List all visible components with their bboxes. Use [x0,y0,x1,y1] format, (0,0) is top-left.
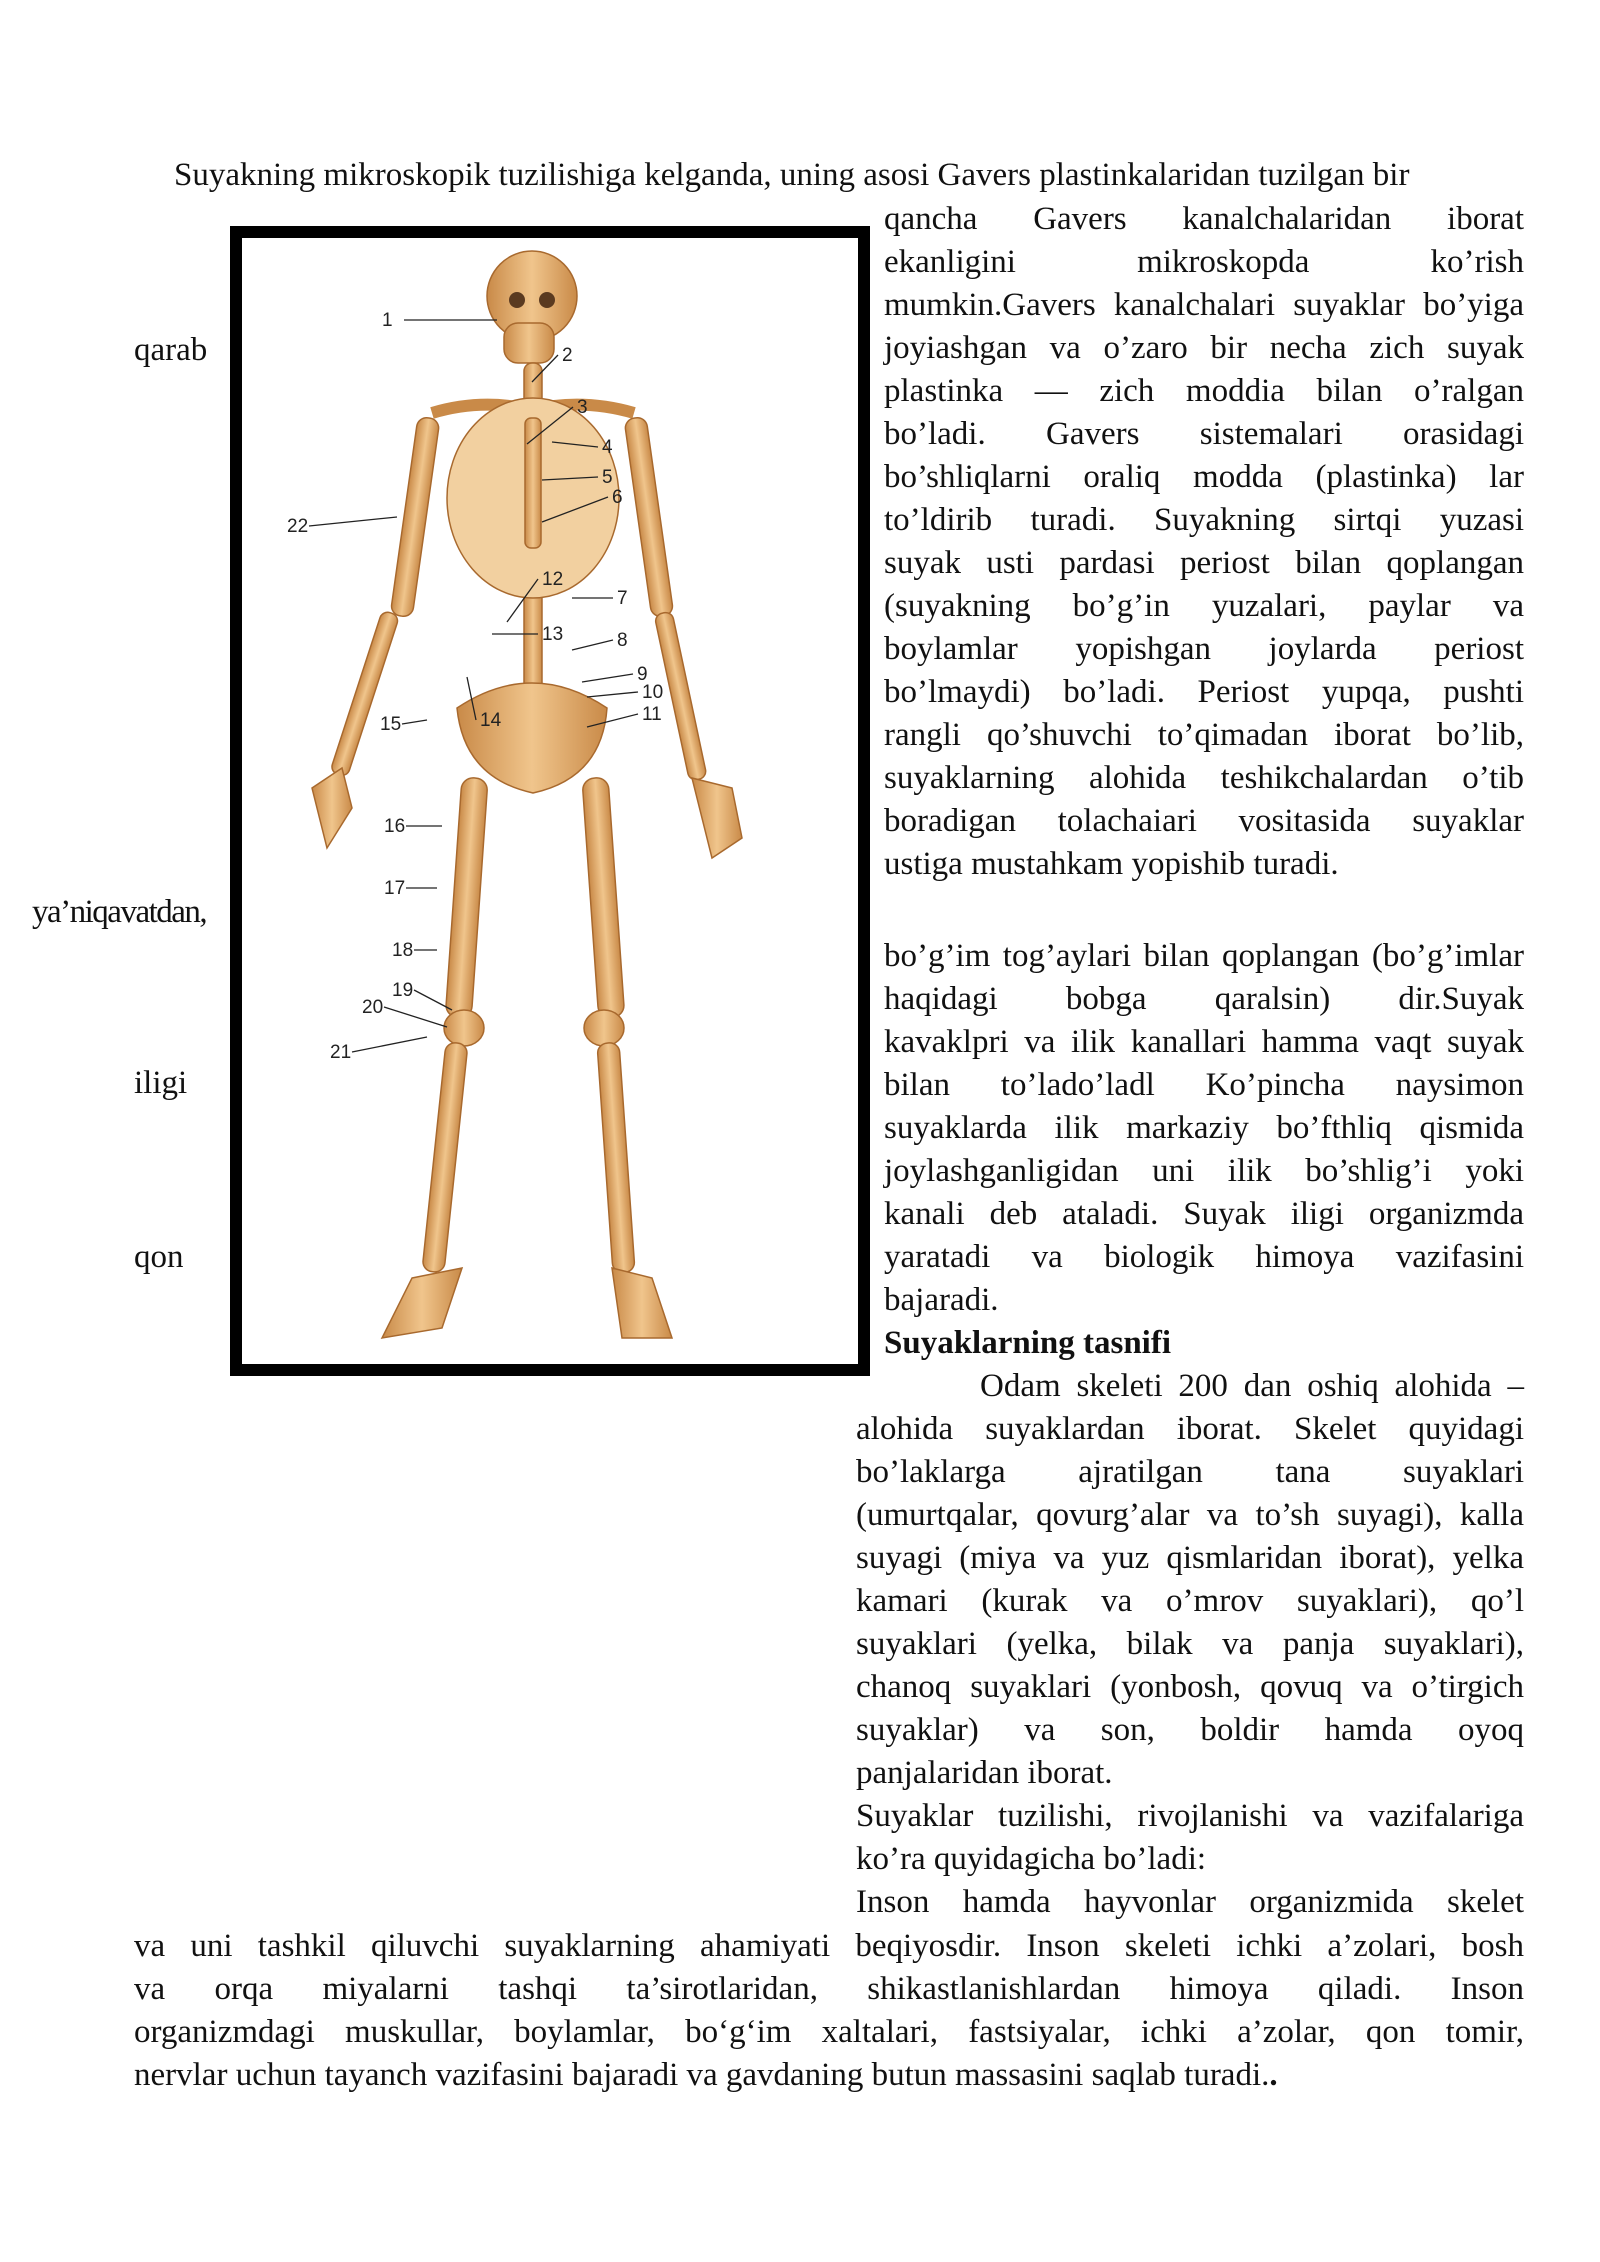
text-line: joylashganligidan uni ilik bo’shlig’i yoki [884,1153,1524,1189]
skeleton-leader-line [402,720,427,724]
skeleton-label-3: 3 [577,397,588,418]
text-line: bo’shliqlarni oraliq modda (plastinka) lar [884,459,1524,495]
fragment-yaniqavatdan: ya’niqavatdan, [32,894,207,930]
text-line: chanoq suyaklari (yonbosh, qovuq va o’tirgich [856,1669,1524,1705]
skeleton-leader-line [309,517,397,526]
text-line: ekanligini mikroskopda ko’rish [884,244,1524,280]
text-line: suyak usti pardasi periost bilan qoplangan [884,545,1524,581]
text-line: kanali deb ataladi. Suyak iligi organizmda [884,1196,1524,1232]
skeleton-label-5: 5 [602,467,613,488]
skeleton-leader-line [587,692,638,697]
text-line: plastinka — zich moddia bilan o’ralgan [884,373,1524,409]
skeleton-label-8: 8 [617,630,628,651]
text-line: suyaklari (yelka, bilak va panja suyaklari), [856,1626,1524,1662]
skeleton-label-20: 20 [362,997,384,1018]
skeleton-leader-line [384,1007,447,1027]
skeleton-label-4: 4 [602,437,613,458]
skeleton-label-18: 18 [392,940,414,961]
skeleton-label-9: 9 [637,664,648,685]
section-heading: Suyaklarning tasnifi [884,1325,1172,1361]
text-line: kamari (kurak va o’mrov suyaklari), qo’l [856,1583,1524,1619]
intro-line: Suyakning mikroskopik tuzilishiga kelganda, uning asosi Gavers plastinkalaridan tuzilgan bir [174,157,1410,193]
text-line: bo’g’im tog’aylari bilan qoplangan (bo’g’imlar [884,938,1524,974]
skeleton-illustration [242,238,858,1364]
text-line: qancha Gavers kanalchalaridan iborat [884,201,1524,237]
skeleton-label-21: 21 [330,1042,352,1063]
text-line: kavaklpri va ilik kanallari hamma vaqt suyak [884,1024,1524,1060]
text-line: bo’laklarga ajratilgan tana suyaklari [856,1454,1524,1490]
skeleton-label-11: 11 [642,704,662,725]
skeleton-label-6: 6 [612,487,623,508]
skeleton-leader-line [582,674,633,682]
text-line: organizmdagi muskullar, boylamlar, bo‘g‘im xaltalari, fastsiyalar, ichki a’zolar, qon tomir, [134,2014,1524,2050]
skeleton-label-10: 10 [642,682,664,703]
skeleton-figure [230,226,870,1376]
text-line: (umurtqalar, qovurg’alar va to’sh suyagi), kalla [856,1497,1524,1533]
text-line: va orqa miyalarni tashqi ta’sirotlaridan, shikastlanishlardan himoya qiladi. Inson [134,1971,1524,2007]
text-line: bo’ladi. Gavers sistemalari orasidagi [884,416,1524,452]
text-line: Inson hamda hayvonlar organizmida skelet [856,1884,1524,1920]
text-line: yaratadi va biologik himoya vazifasini [884,1239,1524,1275]
skeleton-label-19: 19 [392,980,414,1001]
text-line: bilan to’lado’ladl Ko’pincha naysimon [884,1067,1524,1103]
text-line: boradigan tolachaiari vositasida suyaklar [884,803,1524,839]
text-line: boylamlar yopishgan joylarda periost [884,631,1524,667]
text-line: to’ldirib turadi. Suyakning sirtqi yuzasi [884,502,1524,538]
text-line: joyiashgan va o’zaro bir necha zich suyak [884,330,1524,366]
skeleton-label-7: 7 [617,588,628,609]
skeleton-label-22: 22 [287,516,309,537]
text-line: alohida suyaklardan iborat. Skelet quyidagi [856,1411,1524,1447]
text-line: va uni tashkil qiluvchi suyaklarning ahamiyati beqiyosdir. Inson skeleti ichki a’zolari, bosh [134,1928,1524,1964]
text-line: Odam skeleti 200 dan oshiq alohida – [980,1368,1524,1404]
skeleton-label-14: 14 [480,710,502,731]
text-line: mumkin.Gavers kanalchalari suyaklar bo’yiga [884,287,1524,323]
text-line: Suyaklar tuzilishi, rivojlanishi va vazifalariga [856,1798,1524,1834]
fragment-iligi: iligi [134,1065,188,1101]
text-line: ustiga mustahkam yopishib turadi. [884,846,1339,882]
skeleton-label-13: 13 [542,624,564,645]
text-line: bajaradi. [884,1282,999,1318]
text-line: haqidagi bobga qaralsin) dir.Suyak [884,981,1524,1017]
skeleton-leader-line [352,1037,427,1052]
text-line: suyaklarda ilik markaziy bo’fthliq qismida [884,1110,1524,1146]
text-line: panjalaridan iborat. [856,1755,1113,1791]
skeleton-label-15: 15 [380,714,402,735]
skeleton-label-12: 12 [542,569,564,590]
text-line: (suyakning bo’g’in yuzalari, paylar va [884,588,1524,624]
skeleton-label-2: 2 [562,345,573,366]
skeleton-label-1: 1 [382,310,393,331]
fragment-qon: qon [134,1239,184,1275]
text-line: bo’lmaydi) bo’ladi. Periost yupqa, pushti [884,674,1524,710]
text-line: rangli qo’shuvchi to’qimadan iborat bo’lib, [884,717,1524,753]
text-line: suyaklar) va son, boldir hamda oyoq [856,1712,1524,1748]
skeleton-label-17: 17 [384,878,406,899]
text-line: nervlar uchun tayanch vazifasini bajaradi va gavdaning butun massasini saqlab turadi.. [134,2057,1278,2093]
text-line: suyagi (miya va yuz qismlaridan iborat), yelka [856,1540,1524,1576]
skeleton-label-16: 16 [384,816,406,837]
skeleton-leader-line [572,640,613,650]
final-period: . [1269,2057,1278,2093]
text-line: ko’ra quyidagicha bo’ladi: [856,1841,1207,1877]
text-line: suyaklarning alohida teshikchalardan o’tib [884,760,1524,796]
fragment-qarab: qarab [134,332,208,368]
